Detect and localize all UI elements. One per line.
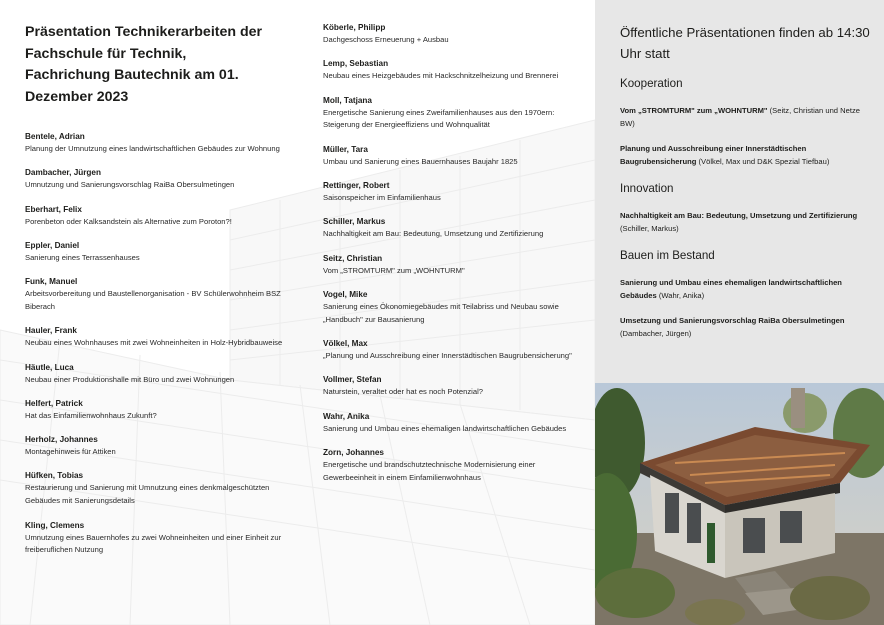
highlight-title: Nachhaltigkeit am Bau: Bedeutung, Umsetzung und Zertifizierung	[620, 211, 858, 220]
participant-entry	[323, 95, 578, 133]
project-topic: Neubau eines Heizgebäudes mit Hackschnitzelheizung und Brennerei	[323, 71, 559, 81]
project-topic: Porenbeton oder Kalksandstein als Alternative zum Poroton?!	[25, 216, 232, 226]
participant-name: Vogel, Mike	[323, 289, 368, 299]
participant-entry	[25, 398, 295, 423]
middle-column	[323, 22, 578, 496]
project-topic: Saisonspeicher im Einfamilienhaus	[323, 192, 441, 202]
participant-name: Dambacher, Jürgen	[25, 168, 101, 178]
project-topic: Energetische Sanierung eines Zweifamilienhauses aus den 1970ern: Steigerung der Energieeffiziens und Wohnqualität	[323, 107, 555, 130]
participant-entry	[323, 253, 578, 278]
participant-entry	[25, 470, 295, 508]
highlight-item	[620, 277, 870, 302]
project-topic: Nachhaltigkeit am Bau: Bedeutung, Umsetzung und Zertifizierung	[323, 229, 544, 239]
participant-entry	[323, 447, 578, 485]
participant-name: Köberle, Philipp	[323, 23, 386, 32]
participant-entry	[25, 240, 295, 265]
participant-entry	[25, 276, 295, 314]
highlight-participants: (Seitz, Christian und Netze BW)	[620, 106, 860, 128]
participant-entry	[323, 22, 578, 47]
info-panel-content	[620, 22, 870, 353]
participant-name: Schiller, Markus	[323, 217, 386, 227]
project-topic: Hat das Einfamilienwohnhaus Zukunft?	[25, 410, 157, 420]
participant-entry	[25, 167, 295, 192]
project-topic: Vom „STROMTURM" zum „WOHNTURM"	[323, 265, 465, 275]
project-topic: Umnutzung eines Bauernhofes zu zwei Wohneinheiten und einer Einheit zur freiberuflichen Nutzung	[25, 532, 282, 555]
participant-name: Lemp, Sebastian	[323, 59, 389, 69]
highlight-title: Vom „STROMTURM" zum „WOHNTURM"	[620, 106, 768, 115]
project-topic: Dachgeschoss Erneuerung + Ausbau	[323, 35, 449, 44]
highlight-item	[620, 210, 870, 235]
participant-entry	[323, 180, 578, 205]
page-title: Präsentation Technikerarbeiten der Fachschule für Technik, Fachrichung Bautechnik am 01. Dezember 2023	[25, 24, 263, 105]
participant-list-middle	[323, 22, 578, 484]
highlight-item	[620, 105, 870, 130]
project-topic: „Planung und Ausschreibung einer Innerstädtischen Baugrubensicherung"	[323, 350, 572, 360]
participant-name: Funk, Manuel	[25, 277, 78, 287]
presentation-time-heading: Öffentliche Präsentationen finden ab 14:30 Uhr statt	[620, 25, 870, 61]
project-topic: Sanierung eines Ökonomiegebäudes mit Teilabriss und Neubau sowie „Handbuch" zur Bausanierung	[323, 301, 559, 324]
project-topic: Arbeitsvorbereitung und Baustellenorganisation - BV Schülerwohnheim BSZ Biberach	[25, 289, 281, 311]
participant-entry	[25, 520, 295, 558]
project-topic: Montagehinweis für Attiken	[25, 447, 116, 457]
participant-name: Eppler, Daniel	[25, 240, 80, 250]
participant-entry	[25, 131, 295, 156]
project-topic: Neubau eines Wohnhauses mit zwei Wohneinheiten in Holz-Hybridbauweise	[25, 338, 283, 348]
section-heading: Bauen im Bestand	[620, 249, 715, 262]
participant-name: Rettinger, Robert	[323, 180, 390, 190]
participant-name: Hauler, Frank	[25, 326, 77, 336]
participant-name: Vollmer, Stefan	[323, 375, 382, 385]
building-photo	[595, 383, 884, 625]
participant-entry	[323, 58, 578, 83]
participant-entry	[323, 289, 578, 327]
highlight-item	[620, 143, 870, 168]
project-topic: Sanierung eines Terrassenhauses	[25, 252, 140, 262]
participant-name: Kling, Clemens	[25, 520, 85, 530]
project-topic: Umbau und Sanierung eines Bauernhauses Baujahr 1825	[323, 156, 518, 166]
participant-entry	[25, 362, 295, 387]
project-topic: Naturstein, veraltet oder hat es noch Potenzial?	[323, 387, 483, 397]
participant-name: Wahr, Anika	[323, 411, 370, 421]
project-topic: Umnutzung und Sanierungsvorschlag RaiBa Obersulmetingen	[25, 180, 235, 190]
info-panel	[595, 0, 884, 383]
participant-entry	[25, 325, 295, 350]
section-heading: Innovation	[620, 182, 674, 195]
highlight-participants: (Dambacher, Jürgen)	[620, 328, 692, 338]
participant-name: Völkel, Max	[323, 338, 368, 348]
participant-entry	[323, 338, 578, 363]
highlight-sections	[620, 76, 870, 340]
participant-name: Hüfken, Tobias	[25, 471, 84, 481]
participant-name: Bentele, Adrian	[25, 132, 85, 141]
participant-entry	[25, 434, 295, 459]
project-topic: Sanierung und Umbau eines ehemaligen landwirtschaftlichen Gebäudes	[323, 423, 567, 433]
highlight-participants: (Völkel, Max und D&K Spezial Tiefbau)	[698, 156, 830, 166]
left-column	[25, 22, 295, 569]
participant-name: Herholz, Johannes	[25, 435, 98, 445]
highlight-participants: (Wahr, Anika)	[658, 290, 705, 300]
participant-entry	[323, 374, 578, 399]
highlight-item	[620, 315, 870, 340]
participant-name: Eberhart, Felix	[25, 204, 82, 214]
participant-entry	[25, 204, 295, 229]
participant-name: Häutle, Luca	[25, 362, 74, 372]
project-topic: Neubau einer Produktionshalle mit Büro und zwei Wohnungen	[25, 374, 235, 384]
highlight-title: Sanierung und Umbau eines ehemaligen landwirtschaftlichen Gebäudes	[620, 278, 842, 300]
highlight-participants: (Schiller, Markus)	[620, 223, 679, 233]
participant-name: Müller, Tara	[323, 144, 368, 154]
project-topic: Energetische und brandschutztechnische Modernisierung einer Gewerbeeinheit in einem Einfamilienwohnhaus	[323, 459, 536, 482]
section-heading: Kooperation	[620, 77, 683, 90]
project-topic: Planung der Umnutzung eines landwirtschaftlichen Gebäudes zur Wohnung	[25, 144, 280, 153]
highlight-title: Planung und Ausschreibung einer Innerstädtischen Baugrubensicherung	[620, 144, 807, 166]
participant-name: Moll, Tatjana	[323, 95, 372, 105]
highlight-title: Umsetzung und Sanierungsvorschlag RaiBa Obersulmetingen	[620, 316, 845, 325]
participant-entry	[323, 216, 578, 241]
participant-entry	[323, 411, 578, 436]
participant-name: Seitz, Christian	[323, 253, 383, 263]
participant-name: Zorn, Johannes	[323, 447, 384, 457]
participant-entry	[323, 144, 578, 169]
participant-list-left	[25, 131, 295, 557]
participant-name: Helfert, Patrick	[25, 398, 83, 408]
project-topic: Restaurierung und Sanierung mit Umnutzung eines denkmalgeschützten Gebäudes mit Sanierungsdetails	[25, 483, 270, 506]
